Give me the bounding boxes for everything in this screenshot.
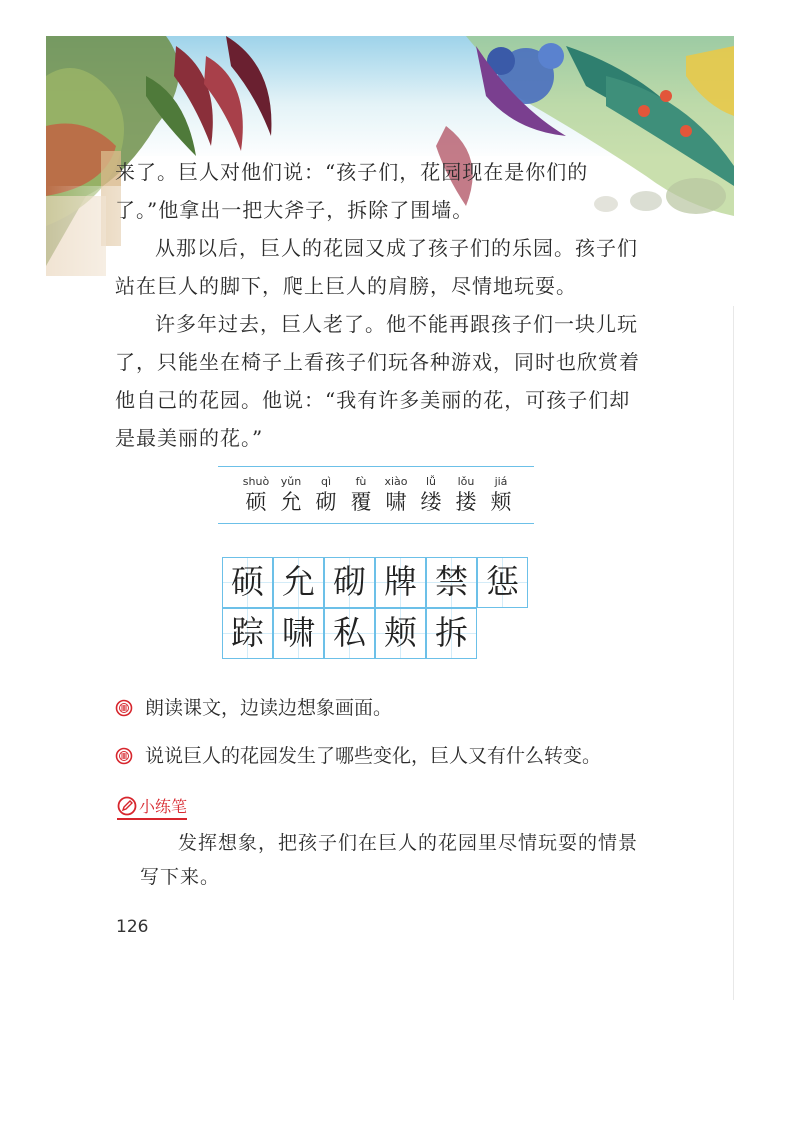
page-number: 126: [116, 917, 149, 937]
writing-grid: [222, 557, 528, 659]
character: 允: [280, 490, 302, 514]
task-2: [115, 743, 601, 769]
new-word-1: [236, 475, 276, 515]
character: 缕: [420, 490, 442, 514]
pinyin: lǒu: [457, 475, 475, 488]
practice-text: 发挥想象，把孩子们在巨人的花园里尽情玩耍的情景写下来。: [140, 832, 639, 888]
grid-cell: 颊: [375, 608, 426, 659]
grid-cell: 啸: [273, 608, 324, 659]
character: 颊: [490, 490, 512, 514]
character: 搂: [455, 490, 477, 514]
new-word-7: [446, 475, 486, 515]
grid-cell: 砌: [324, 557, 375, 608]
new-word-2: [271, 475, 311, 515]
task-text: 说说巨人的花园发生了哪些变化，巨人又有什么转变。: [145, 745, 602, 767]
new-word-8: [481, 475, 521, 515]
character: 硕: [245, 490, 267, 514]
pencil-icon: [117, 796, 137, 816]
grid-cell: 惩: [477, 557, 528, 608]
pinyin: jiá: [494, 475, 508, 488]
task-text: 朗读课文，边读边想象画面。: [145, 697, 393, 719]
paragraph-2: 从那以后，巨人的花园又成了孩子们的乐园。孩子们站在巨人的脚下，爬上巨人的肩膀，尽情地玩耍。: [115, 236, 638, 298]
practice-label-text: 小练笔: [139, 797, 188, 816]
practice-label: [117, 794, 187, 820]
pinyin: yǔn: [280, 475, 302, 488]
grid-cell: 私: [324, 608, 375, 659]
pinyin: shuò: [242, 475, 270, 488]
new-words-box: [218, 466, 534, 524]
grid-cell: 禁: [426, 557, 477, 608]
pinyin: fù: [355, 475, 367, 488]
new-word-4: [341, 475, 381, 515]
pinyin: xiào: [384, 475, 408, 488]
grid-cell: 拆: [426, 608, 477, 659]
task-1: [115, 695, 392, 721]
grid-cell: 硕: [222, 557, 273, 608]
paragraph-1: 来了。巨人对他们说：“孩子们，花园现在是你们的了。”他拿出一把大斧子，拆除了围墙。: [115, 160, 589, 222]
new-word-5: [376, 475, 416, 515]
character: 啸: [385, 490, 407, 514]
paragraph-3: 许多年过去，巨人老了。他不能再跟孩子们一块儿玩了，只能坐在椅子上看孩子们玩各种游戏，同时也欣赏着他自己的花园。他说：“我有许多美丽的花，可孩子们却是最美丽的花。”: [115, 312, 640, 450]
seal-icon: [115, 699, 133, 717]
grid-cell: 踪: [222, 608, 273, 659]
new-word-6: [411, 475, 451, 515]
character: 覆: [350, 490, 372, 514]
pinyin: lǚ: [425, 475, 437, 488]
character: 砌: [315, 490, 337, 514]
pinyin: qì: [320, 475, 332, 488]
new-word-3: [306, 475, 346, 515]
seal-icon: [115, 747, 133, 765]
grid-cell: 允: [273, 557, 324, 608]
grid-cell: 牌: [375, 557, 426, 608]
